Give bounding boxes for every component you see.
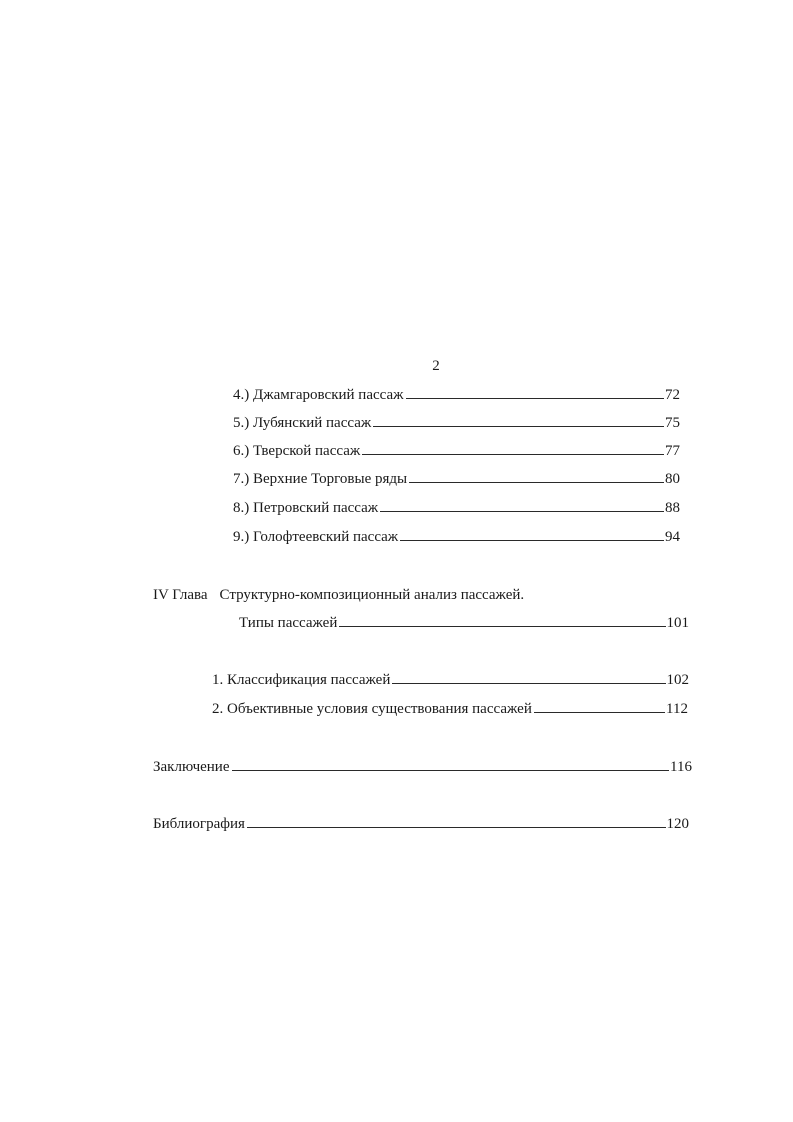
dot-leader — [339, 626, 665, 627]
dot-leader — [392, 683, 665, 684]
toc-entry-page: 80 — [665, 471, 680, 487]
toc-entry-page: 102 — [666, 672, 689, 688]
chapter-subtitle-entry — [239, 613, 689, 633]
dot-leader — [406, 398, 664, 399]
dot-leader — [247, 827, 666, 828]
toc-entry-6 — [233, 441, 680, 461]
toc-entry-conditions — [212, 699, 688, 719]
toc-entry-label: Библиография — [153, 816, 245, 832]
dot-leader — [232, 770, 670, 771]
toc-entry-page: 77 — [665, 443, 680, 459]
toc-entry-label: 7.) Верхние Торговые ряды — [233, 471, 408, 487]
dot-leader — [534, 712, 665, 713]
toc-entry-9 — [233, 527, 680, 547]
chapter-subtitle: Типы пассажей — [239, 615, 338, 631]
toc-entry-page: 94 — [665, 529, 680, 545]
toc-entry-label: 1. Классификация пассажей — [212, 672, 391, 688]
toc-entry-4 — [233, 385, 680, 405]
toc-entry-page: 88 — [665, 500, 680, 516]
toc-entry-page: 116 — [670, 759, 692, 775]
toc-entry-5 — [233, 413, 680, 433]
toc-entry-conclusion — [153, 757, 692, 777]
toc-entry-label: 9.) Голофтеевский пассаж — [233, 529, 399, 545]
dot-leader — [373, 426, 664, 427]
toc-entry-page: 75 — [665, 415, 680, 431]
toc-entry-bibliography — [153, 814, 689, 834]
toc-entry-page: 72 — [665, 387, 680, 403]
toc-entry-classification — [212, 670, 689, 690]
page-number: 2 — [432, 358, 440, 374]
chapter-heading — [153, 585, 524, 605]
toc-entry-page: 112 — [666, 701, 688, 717]
toc-entry-page: 101 — [666, 615, 689, 631]
toc-entry-label: 6.) Тверской пассаж — [233, 443, 361, 459]
toc-entry-label: 4.) Джамгаровский пассаж — [233, 387, 404, 403]
chapter-title: Структурно-композиционный анализ пассажей. — [219, 587, 525, 603]
toc-entry-7 — [233, 469, 680, 489]
toc-entry-label: Заключение — [153, 759, 230, 775]
dot-leader — [380, 511, 664, 512]
dot-leader — [409, 482, 664, 483]
toc-entry-label: 5.) Лубянский пассаж — [233, 415, 372, 431]
toc-entry-8 — [233, 498, 680, 518]
dot-leader — [400, 540, 664, 541]
toc-entry-label: 2. Объективные условия существования пассажей — [212, 701, 532, 717]
toc-entry-page: 120 — [666, 816, 689, 832]
dot-leader — [362, 454, 664, 455]
toc-entry-label: 8.) Петровский пассаж — [233, 500, 379, 516]
chapter-number: IV Глава — [153, 587, 208, 603]
